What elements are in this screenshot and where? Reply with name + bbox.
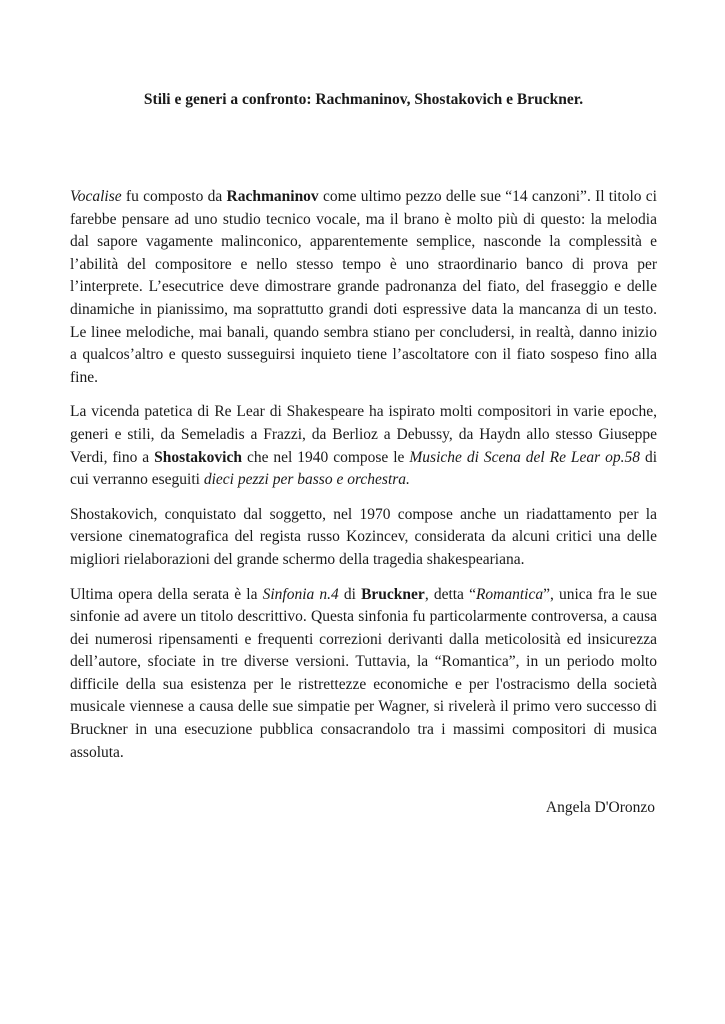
composer-name-rachmaninov: Rachmaninov	[226, 188, 319, 205]
work-nickname-romantica: Romantica	[475, 585, 544, 603]
paragraph-text: fu composto da	[121, 188, 227, 205]
author-signature: Angela D'Oronzo	[545, 799, 655, 816]
composer-name-shostakovich: Shostakovich	[154, 448, 242, 466]
paragraph-text: che nel 1940 compose le	[242, 448, 410, 466]
work-detail-dieci-pezzi: dieci pezzi per basso e orchestra.	[203, 471, 410, 489]
paragraph-text: Ultima opera della serata è la	[70, 585, 263, 603]
paragraph-text: di	[338, 585, 362, 603]
paragraph-vocalise	[70, 186, 657, 389]
work-title-sinfonia-4: Sinfonia n.4	[262, 585, 339, 603]
paragraph-text: La vicenda patetica di Re Lear di Shakespeare ha ispirato molti compositori in varie epoche, generi e stili, da Semeladis a Frazzi, da Berlioz a Debussy, da Haydn allo stesso Giuseppe Verdi, fino a	[70, 403, 657, 466]
work-title-vocalise: Vocalise	[70, 188, 122, 205]
document-body	[70, 186, 657, 776]
work-title-musiche-di-scena: Musiche di Scena del Re Lear op.58	[409, 448, 641, 466]
paragraph-text: ”, unica fra le sue sinfonie ad avere un titolo descrittivo. Questa sinfonia fu particolarmente controversa, a causa dei numerosi ripensamenti e frequenti correzioni derivanti dalla meticolosità ed insicurezza dell’autore, sfociate in tre diverse versioni. Tuttavia, la “Romantica”, in un periodo molto difficile della sua esistenza per le ristrettezze economiche e per l'ostracismo della società musicale viennese a causa delle sue simpatie per Wagner, si rivelerà il primo vero successo di Bruckner in una esecuzione pubblica consacrandolo tra i massimi compositori di musica assoluta.	[70, 585, 658, 761]
composer-name-bruckner: Bruckner	[361, 585, 425, 603]
paragraph-text: Shostakovich, conquistato dal soggetto, nel 1970 compose anche un riadattamento per la versione cinematografica del regista russo Kozincev, considerata da alcuni critici una delle migliori rielaborazioni del grande schermo della tragedia shakespeariana.	[70, 505, 657, 568]
paragraph-bruckner	[70, 584, 657, 765]
paragraph-text: , detta “	[424, 585, 476, 603]
paragraph-text: di cui verranno eseguiti	[70, 448, 658, 489]
paragraph-kozincev	[70, 504, 657, 572]
paragraph-re-lear	[70, 401, 657, 491]
paragraph-text: come ultimo pezzo delle sue “14 canzoni”. Il titolo ci farebbe pensare ad uno studio tecnico vocale, ma il brano è molto più di questo: la melodia dal sapore vagamente malinconico, apparentemente semplice, nasconde la complessità e l’abilità del compositore e nello stesso tempo è uno straordinario banco di prova per l’interprete. L’esecutrice deve dimostrare grande padronanza del fiato, del fraseggio e delle dinamiche in pianissimo, ma soprattutto grandi doti espressive data la mancanza di un testo. Le linee melodiche, mai banali, quando sembra stiano per concludersi, in realtà, danno inizio a qualcos’altro e questo susseguirsi inquieto tiene l’ascoltatore con il fiato sospeso fino alla fine.	[70, 188, 657, 386]
document-title: Stili e generi a confronto: Rachmaninov, Shostakovich e Bruckner.	[143, 91, 584, 108]
